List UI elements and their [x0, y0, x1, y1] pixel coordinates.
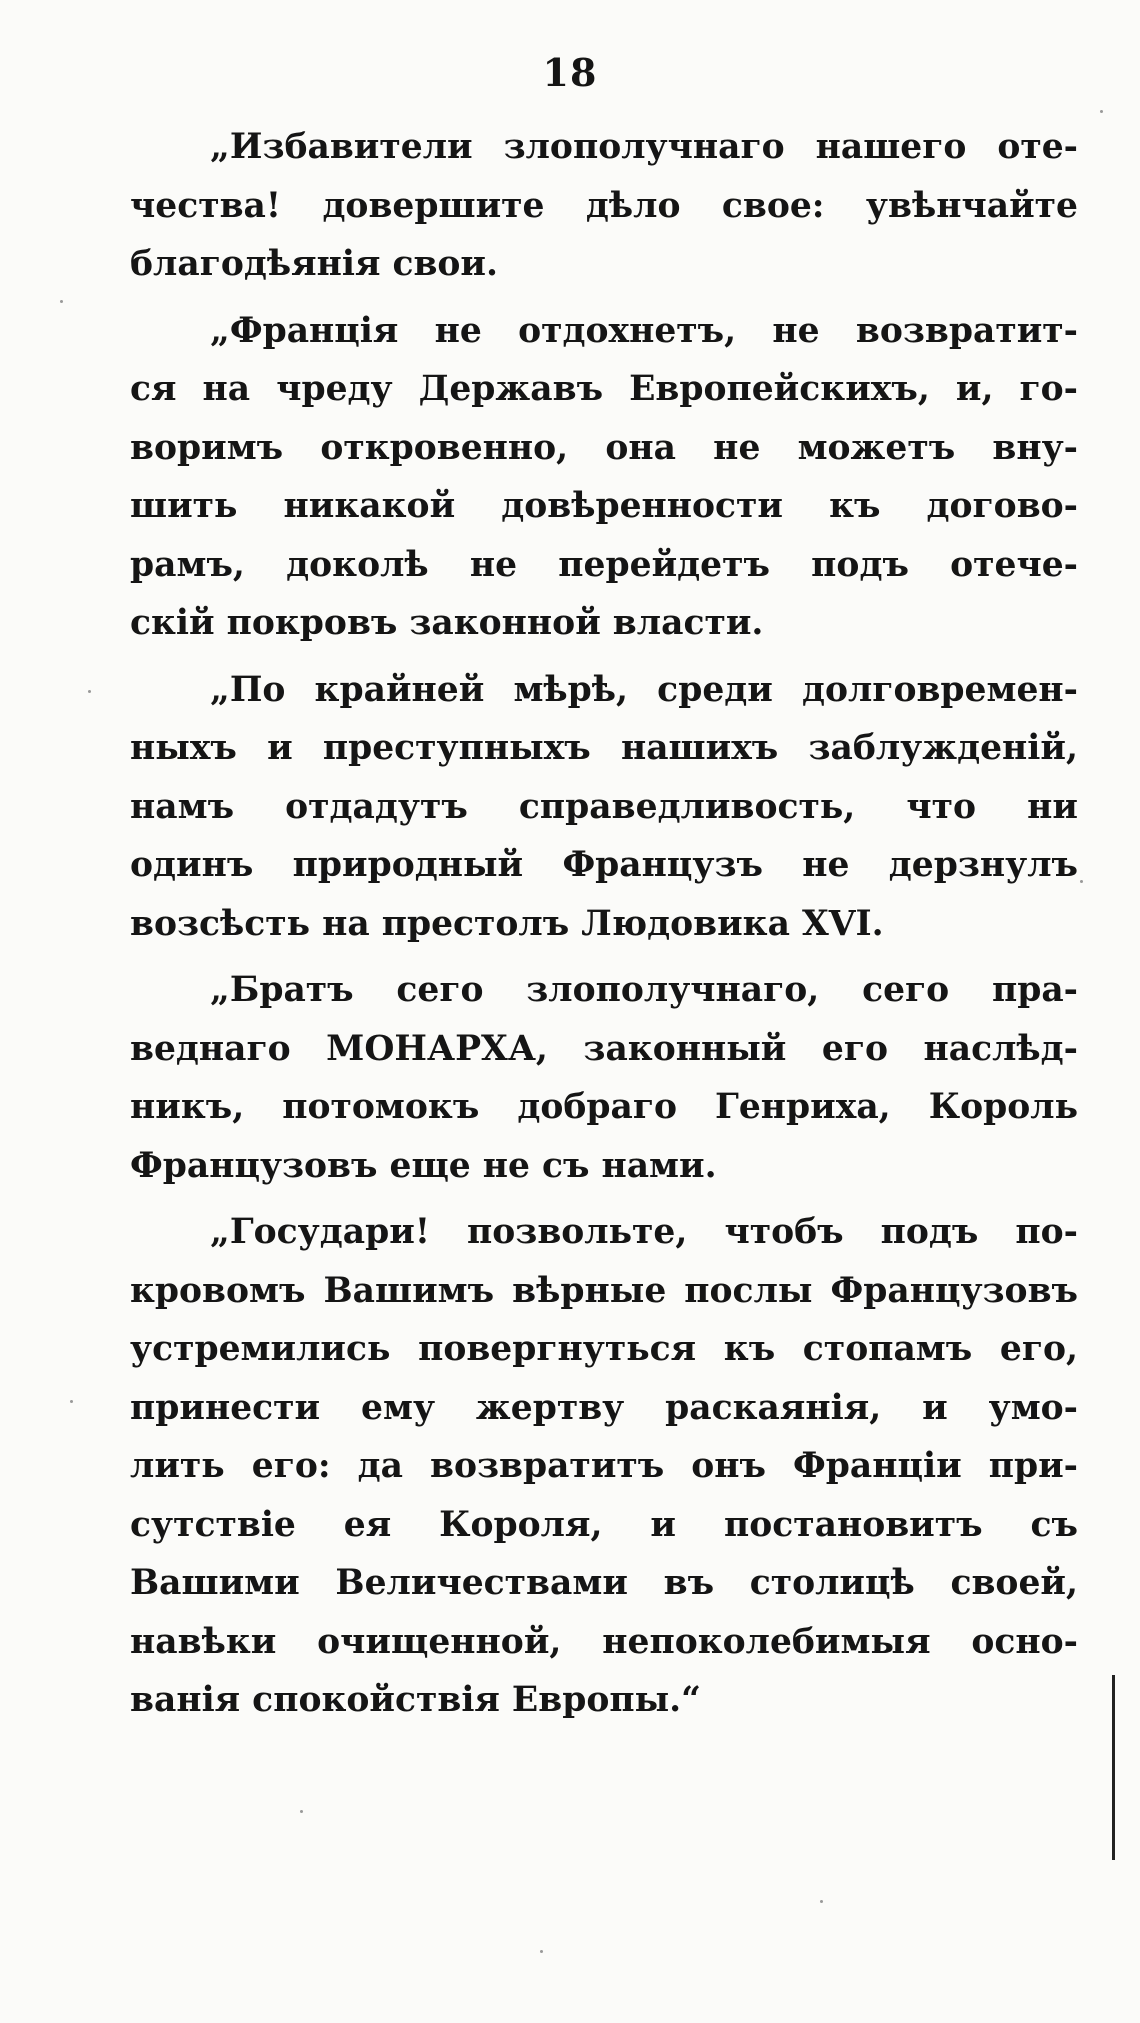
text-line: скій покровъ законной власти.: [130, 603, 764, 643]
text-line: ся на чреду Державъ Европейскихъ, и, го-: [130, 369, 1078, 409]
margin-rule: [1112, 1675, 1115, 1860]
text-line: благодѣянія свои.: [130, 244, 499, 284]
paragraph-5: [130, 1203, 1078, 1730]
text-line: принести ему жертву раскаянія, и умо-: [130, 1387, 1078, 1428]
text-line: Вашими Величествами въ столицѣ своей,: [130, 1563, 1078, 1603]
text-line: ныхъ и преступныхъ нашихъ заблужденій,: [130, 728, 1078, 768]
text-line: кровомъ Вашимъ вѣрные послы Французовъ: [130, 1270, 1078, 1311]
paper-speck: [88, 690, 91, 693]
text-line: „Братъ сего злополучнаго, сего пра-: [210, 970, 1078, 1010]
text-line: намъ отдадутъ справедливость, что ни: [130, 786, 1078, 827]
paragraph-2: [130, 302, 1078, 653]
text-line: „Франція не отдохнетъ, не возвратит-: [210, 310, 1078, 351]
text-line: воримъ откровенно, она не можетъ вну-: [130, 427, 1078, 468]
text-line: никъ, потомокъ добраго Генриха, Король: [130, 1087, 1078, 1127]
text-line: ванія спокойствія Европы.“: [130, 1680, 702, 1720]
paper-speck: [1080, 880, 1083, 883]
paper-speck: [60, 300, 63, 303]
paragraph-4: [130, 961, 1078, 1195]
text-line: сутствіе ея Короля, и постановитъ съ: [130, 1504, 1078, 1545]
paper-speck: [300, 1810, 303, 1813]
paragraph-1: [130, 118, 1078, 294]
page-number: 18: [542, 50, 598, 95]
text-line: устремились повергнуться къ стопамъ его,: [130, 1329, 1078, 1369]
paper-speck: [820, 1900, 823, 1903]
text-line: чества! довершите дѣло свое: увѣнчайте: [130, 185, 1078, 226]
text-line: шить никакой довѣренности къ догово-: [130, 486, 1078, 526]
text-line: лить его: да возвратитъ онъ Франціи при-: [130, 1446, 1078, 1486]
text-line: веднаго МОНАРХА, законный его наслѣд-: [130, 1028, 1078, 1069]
text-line: навѣки очищенной, непоколебимыя осно-: [130, 1621, 1078, 1662]
text-line: „По крайней мѣрѣ, среди долговремен-: [210, 669, 1078, 710]
text-body: [130, 118, 1078, 1738]
paragraph-3: [130, 661, 1078, 954]
text-line: рамъ, доколѣ не перейдетъ подъ отече-: [130, 544, 1078, 585]
paper-speck: [70, 1400, 73, 1403]
text-line: одинъ природный Французъ не дерзнулъ: [130, 845, 1078, 885]
paper-speck: [1100, 110, 1103, 113]
text-line: Французовъ еще не съ нами.: [130, 1145, 717, 1186]
text-line: возсѣсть на престолъ Людовика XVI.: [130, 903, 884, 944]
paper-speck: [540, 1950, 543, 1953]
text-line: „Избавители злополучнаго нашего оте-: [210, 127, 1078, 167]
text-line: „Государи! позвольте, чтобъ подъ по-: [210, 1212, 1078, 1252]
